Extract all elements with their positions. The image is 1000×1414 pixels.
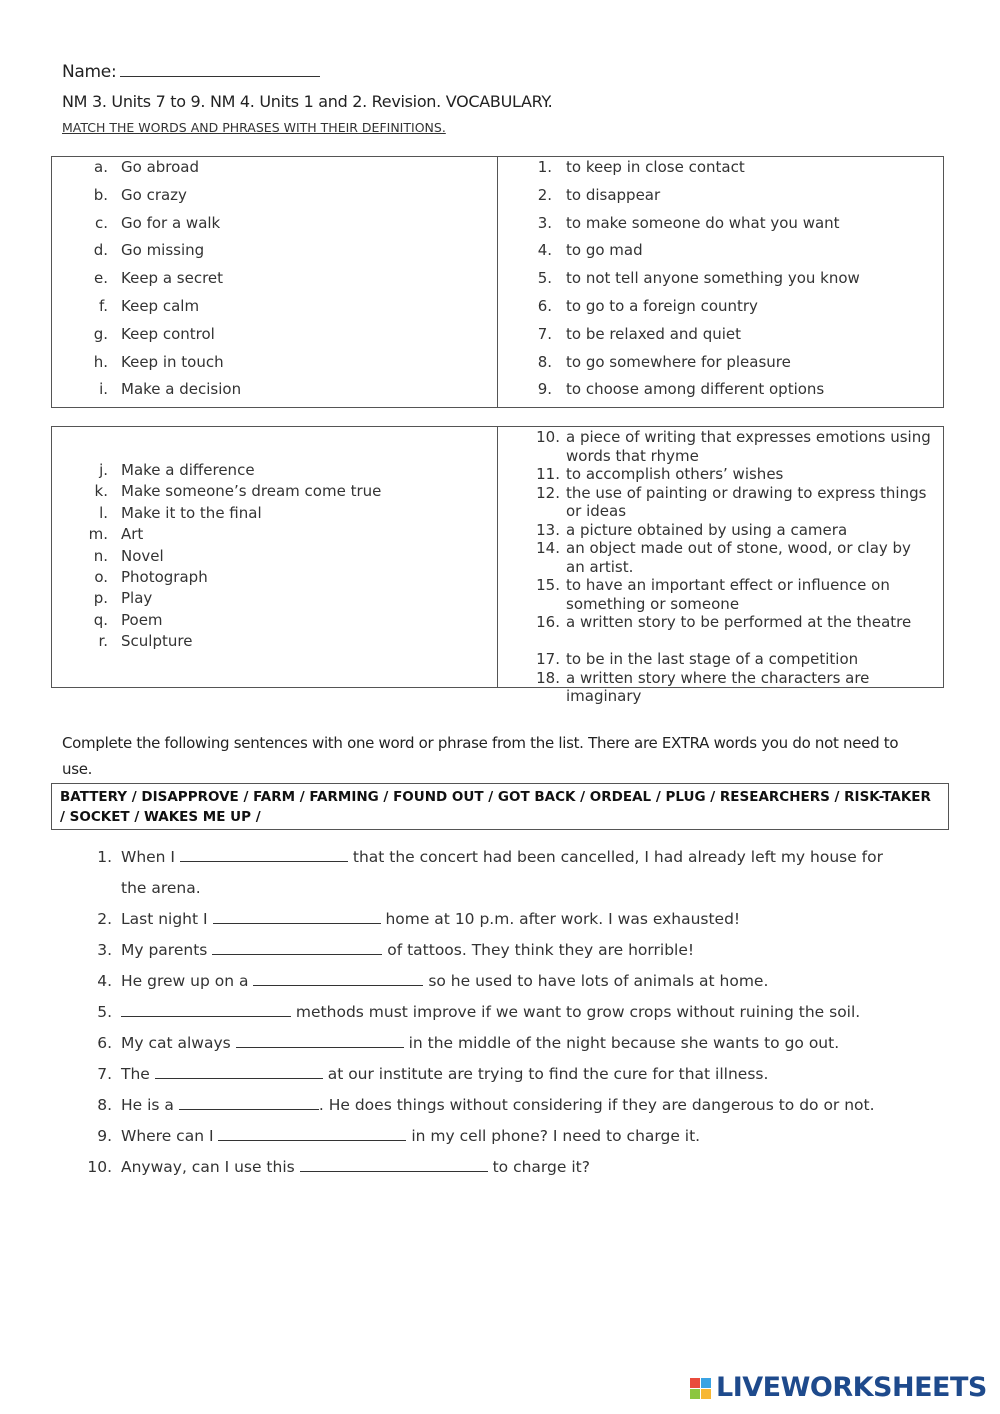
sentence-text-before: The [121, 1065, 155, 1083]
sentence-text-after: methods must improve if we want to grow crops without ruining the soil. [291, 1003, 861, 1021]
word-item-text: Novel [121, 546, 164, 565]
sentence-number: 1. [97, 848, 112, 866]
word-item-text: Keep calm [121, 297, 200, 315]
word-item-text: Sculpture [121, 632, 193, 651]
word-item-label: q. [93, 610, 108, 629]
sentence-text-after: of tattoos. They think they are horrible! [382, 941, 695, 959]
name-field-label [62, 62, 320, 82]
word-item-label: k. [94, 482, 108, 501]
sentence-text-before: He is a [121, 1096, 179, 1114]
definition-item-label: 7. [537, 324, 552, 343]
definition-item-text: to go mad [566, 241, 643, 260]
word-item-text: Make someone’s dream come true [121, 482, 382, 501]
answer-blank[interactable] [121, 1003, 291, 1017]
answer-blank[interactable] [253, 972, 423, 986]
word-item-text: Make a difference [121, 461, 255, 479]
sentence-continuation: the arena. [121, 879, 201, 897]
sentence-text-before: Last night I [121, 910, 213, 928]
word-item-text: Go for a walk [121, 213, 221, 232]
sentence-item [82, 1065, 768, 1083]
definition-item-label: 12. [536, 483, 560, 502]
sentence-number: 10. [87, 1158, 112, 1176]
sentence-number: 5. [97, 1003, 112, 1021]
definition-item-label: 8. [537, 352, 552, 371]
name-blank-line[interactable] [120, 62, 320, 77]
definition-item-label: 14. [536, 539, 560, 557]
answer-blank[interactable] [179, 1096, 319, 1110]
definition-item-text: to keep in close contact [566, 158, 745, 176]
word-item-text: Play [121, 589, 153, 608]
logo-square [690, 1389, 700, 1399]
word-item-label: o. [94, 568, 108, 586]
sentence-item [82, 910, 740, 928]
word-item-text: Make a decision [121, 380, 242, 399]
word-item-text: Photograph [121, 568, 208, 586]
matching-table-2 [51, 426, 944, 705]
sentence-number: 4. [97, 972, 112, 990]
word-item-label: i. [99, 380, 108, 399]
definition-item-text: to choose among different options [566, 380, 825, 399]
definition-item-text: to make someone do what you want [566, 213, 840, 232]
answer-blank[interactable] [155, 1065, 323, 1079]
definition-item-text: to accomplish others’ wishes [566, 465, 784, 483]
word-item-label: m. [88, 525, 108, 544]
word-item-text: Go abroad [121, 158, 200, 176]
word-item-text: Go crazy [121, 185, 187, 204]
sentence-text-before: When I [121, 848, 180, 866]
word-item-label: h. [93, 352, 108, 371]
definition-item-label: 17. [536, 650, 560, 668]
word-item-label: c. [94, 213, 108, 232]
word-item-label: a. [94, 158, 108, 176]
sentence-number: 7. [97, 1065, 112, 1083]
answer-blank[interactable] [236, 1034, 404, 1048]
definition-item-text: to not tell anyone something you know [566, 269, 860, 288]
worksheet-title: NM 3. Units 7 to 9. NM 4. Units 1 and 2. Revision. VOCABULARY. [62, 92, 553, 111]
definition-item-label: 4. [537, 241, 552, 260]
sentence-text-before: My cat always [121, 1034, 236, 1052]
sentence-item [82, 1003, 860, 1021]
word-item-label: b. [93, 185, 108, 204]
sentence-item [82, 1096, 875, 1114]
logo-square [701, 1389, 711, 1399]
answer-blank[interactable] [180, 848, 348, 862]
sentence-text-before: Where can I [121, 1127, 219, 1145]
definition-item-text: a written story to be performed at the theatre [566, 613, 912, 631]
definition-item-label: 3. [537, 213, 552, 232]
word-item-text: Make it to the final [121, 503, 262, 522]
sentence-number: 9. [97, 1127, 112, 1145]
word-item-label: d. [93, 241, 108, 260]
definition-item-label: 16. [536, 613, 560, 631]
table-divider [497, 427, 498, 687]
definition-item-text: an object made out of stone, wood, or clay by an artist. [566, 539, 911, 576]
sentence-item [82, 848, 883, 866]
answer-blank[interactable] [218, 1127, 406, 1141]
definition-item-label: 15. [536, 576, 560, 594]
sentence-number: 3. [97, 941, 112, 959]
answer-blank[interactable] [300, 1158, 488, 1172]
sentence-text-after: in my cell phone? I need to charge it. [406, 1127, 701, 1145]
logo-square [701, 1378, 711, 1388]
matching-instruction: MATCH THE WORDS AND PHRASES WITH THEIR DEFINITIONS. [62, 120, 446, 135]
word-item-text: Go missing [121, 241, 205, 260]
word-item-text: Poem [121, 610, 163, 629]
word-item-label: j. [99, 461, 108, 479]
sentence-text-after: home at 10 p.m. after work. I was exhausted! [380, 910, 741, 928]
definition-item-text: to be relaxed and quiet [566, 324, 741, 343]
definition-item-label: 18. [536, 668, 560, 687]
sentence-text-after: at our institute are trying to find the cure for that illness. [322, 1065, 769, 1083]
definition-item-label: 13. [536, 520, 560, 539]
word-item-label: l. [99, 503, 108, 522]
word-item-label: g. [93, 324, 108, 343]
definition-item-text: a piece of writing that expresses emotions using words that rhyme [566, 428, 931, 465]
sentence-text-after: so he used to have lots of animals at home. [423, 972, 769, 990]
definition-item-label: 5. [537, 269, 552, 288]
logo-text: LIVEWORKSHEETS [716, 1372, 987, 1403]
sentence-number: 2. [97, 910, 112, 928]
sentence-number: 6. [97, 1034, 112, 1052]
word-list-box: BATTERY / DISAPPROVE / FARM / FARMING / FOUND OUT / GOT BACK / ORDEAL / PLUG / RESEARCHERS / RISK-TAKER / SOCKET / WAKES ME UP / [51, 783, 949, 830]
definition-item-text: a written story where the characters are imaginary [566, 668, 870, 705]
definition-item-text: to be in the last stage of a competition [566, 650, 859, 668]
answer-blank[interactable] [213, 910, 381, 924]
table-divider [497, 157, 498, 407]
word-item-text: Keep a secret [121, 269, 224, 288]
sentence-text-before: Anyway, can I use this [121, 1158, 300, 1176]
word-item-text: Art [121, 525, 144, 544]
sentence-number: 8. [97, 1096, 112, 1114]
sentence-item [82, 941, 694, 959]
sentence-text-after: that the concert had been cancelled, I had already left my house for [347, 848, 883, 866]
definition-item-label: 6. [537, 297, 552, 315]
word-item-text: Keep in touch [121, 352, 224, 371]
word-item-label: n. [93, 546, 108, 565]
sentence-text-after: . He does things without considering if they are dangerous to do or not. [318, 1096, 875, 1114]
word-item-text: Keep control [121, 324, 215, 343]
definition-item-label: 2. [537, 185, 552, 204]
sentence-text-after: in the middle of the night because she wants to go out. [403, 1034, 840, 1052]
word-item-label: f. [99, 297, 108, 315]
definition-item-label: 1. [537, 158, 552, 176]
name-label: Name: [62, 62, 117, 82]
definition-item-label: 9. [537, 380, 552, 399]
definition-item-text: a picture obtained by using a camera [566, 520, 848, 539]
sentence-text-before: He grew up on a [121, 972, 254, 990]
definition-item-text: to disappear [566, 185, 661, 204]
sentence-item [82, 1158, 590, 1176]
sentence-text-before: My parents [121, 941, 213, 959]
definition-item-text: to go to a foreign country [566, 297, 758, 315]
definition-item-label: 10. [536, 428, 560, 446]
logo-square [690, 1378, 700, 1388]
liveworksheets-logo-icon [690, 1378, 712, 1400]
definition-item-text: to have an important effect or influence on something or someone [566, 576, 890, 613]
sentence-item [82, 1127, 700, 1145]
completion-instruction: Complete the following sentences with one word or phrase from the list. There are EXTRA words you do not need to use. [62, 734, 899, 778]
word-item-label: r. [98, 632, 108, 651]
sentence-item [82, 972, 768, 990]
answer-blank[interactable] [212, 941, 382, 955]
word-item-label: p. [93, 589, 108, 608]
sentence-text-after: to charge it? [487, 1158, 590, 1176]
sentence-item [82, 1034, 839, 1052]
definition-item-text: the use of painting or drawing to express things or ideas [566, 483, 927, 520]
matching-table-1 [51, 156, 944, 408]
definition-item-text: to go somewhere for pleasure [566, 352, 791, 371]
definition-item-label: 11. [536, 465, 560, 483]
word-item-label: e. [94, 269, 108, 288]
